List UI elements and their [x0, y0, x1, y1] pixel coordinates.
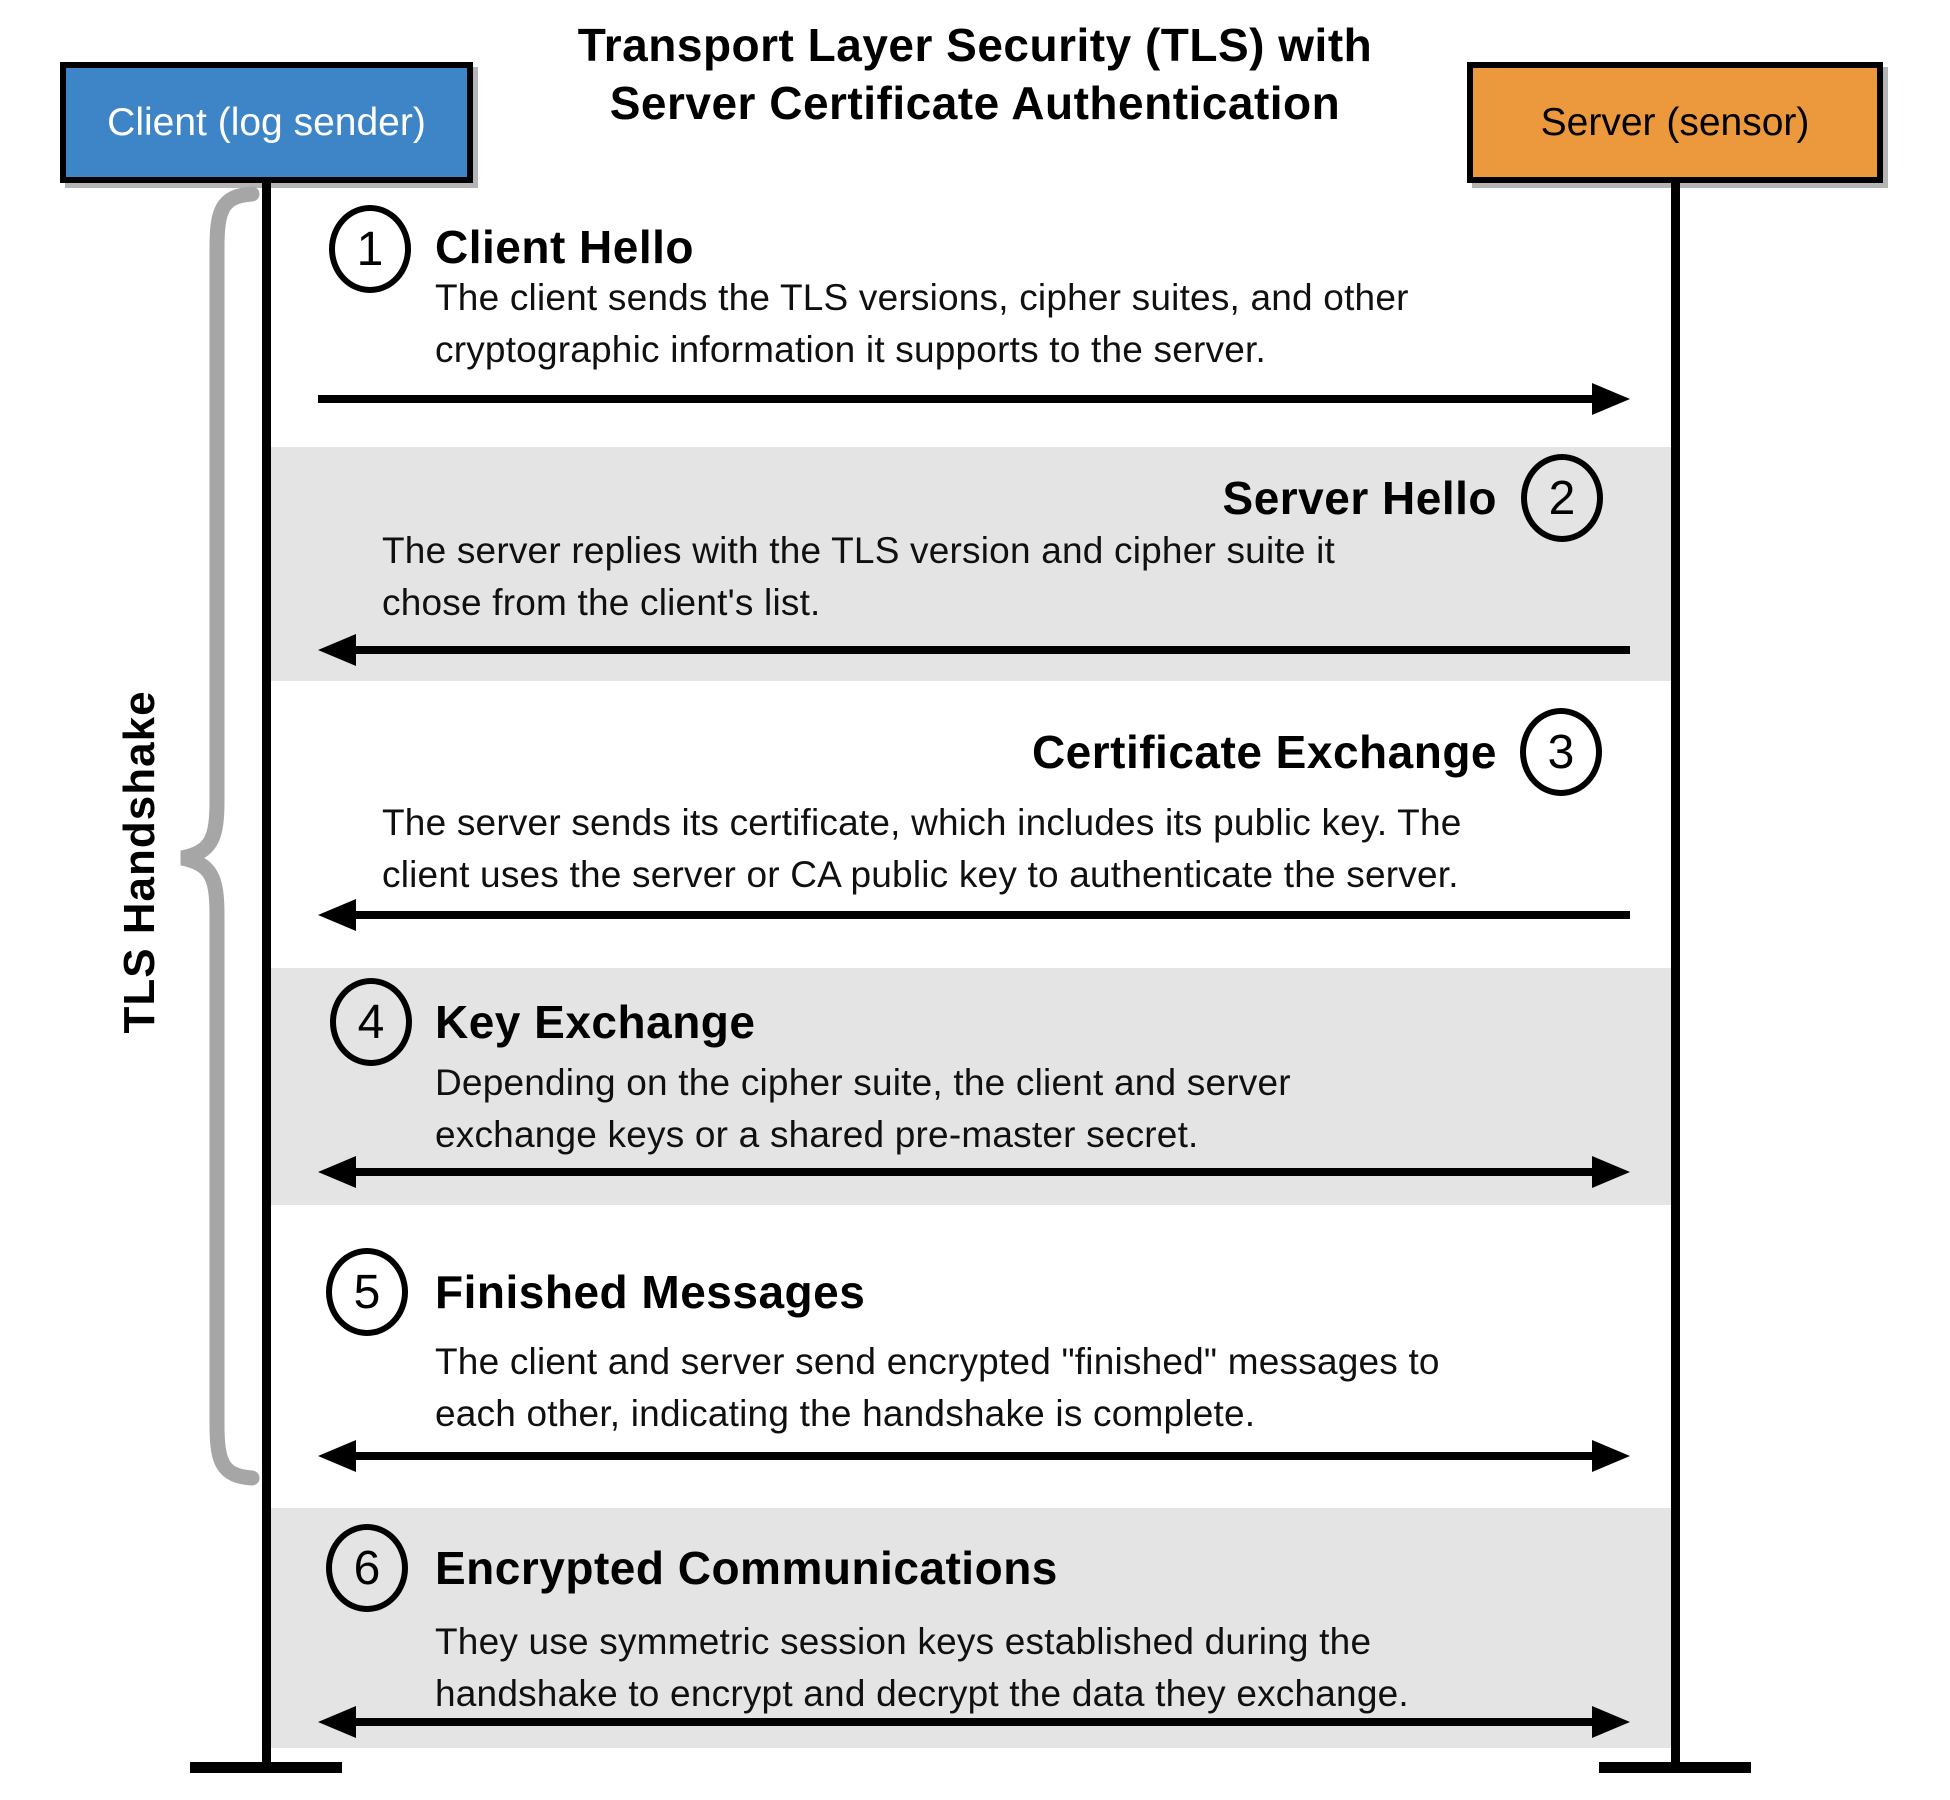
step2-description-line2: chose from the client's list. [382, 582, 821, 623]
client-lifeline [262, 183, 271, 1771]
step5-number-badge [326, 1248, 408, 1336]
step6-description-line2: handshake to encrypt and decrypt the data they exchange. [435, 1673, 1409, 1714]
step6-arrow-shaft [348, 1718, 1600, 1726]
step3-arrow-shaft [348, 911, 1630, 919]
step2-number: 2 [1548, 471, 1576, 525]
step6-arrow-bidirectional [318, 1706, 1630, 1738]
step4-description-line2: exchange keys or a shared pre-master secret. [435, 1114, 1199, 1155]
step6-description-line1: They use symmetric session keys established during the [435, 1621, 1372, 1662]
diagram-title-line2: Server Certificate Authentication [609, 77, 1341, 129]
step1-number-badge [329, 205, 411, 293]
step1-description-line2: cryptographic information it supports to the server. [435, 329, 1266, 370]
step3-number: 3 [1547, 725, 1575, 779]
step1-arrow-right [318, 383, 1630, 415]
arrowhead-left-icon [318, 634, 356, 666]
step6-description [435, 1616, 1409, 1720]
arrowhead-left-icon [318, 1706, 356, 1738]
step2-arrow-left [318, 634, 1630, 666]
diagram-title-line1: Transport Layer Security (TLS) with [577, 19, 1373, 71]
step5-title: Finished Messages [435, 1266, 866, 1318]
step6-title: Encrypted Communications [435, 1542, 1058, 1594]
step4-arrow-bidirectional [318, 1156, 1630, 1188]
step2-description-line1: The server replies with the TLS version and cipher suite it [382, 530, 1336, 571]
step3-number-badge [1520, 708, 1602, 796]
step4-description [435, 1057, 1291, 1161]
step1-description [435, 272, 1409, 376]
step6-number: 6 [353, 1541, 381, 1595]
step3-description-line1: The server sends its certificate, which includes its public key. The [382, 802, 1462, 843]
step5-arrow-shaft [348, 1452, 1600, 1460]
arrowhead-left-icon [318, 899, 356, 931]
step5-arrow-bidirectional [318, 1440, 1630, 1472]
step1-number: 1 [356, 222, 384, 276]
client-actor-label: Client (log sender) [107, 100, 426, 144]
arrowhead-right-icon [1592, 1440, 1630, 1472]
server-actor-label: Server (sensor) [1540, 100, 1810, 144]
server-actor-box [1467, 62, 1883, 183]
arrowhead-right-icon [1592, 383, 1630, 415]
step3-arrow-left [318, 899, 1630, 931]
server-lifeline [1671, 183, 1680, 1771]
step2-title: Server Hello [1222, 472, 1497, 524]
arrowhead-right-icon [1592, 1706, 1630, 1738]
step5-description-line1: The client and server send encrypted "finished" messages to [435, 1341, 1440, 1382]
step5-number: 5 [353, 1265, 381, 1319]
step4-description-line1: Depending on the cipher suite, the client and server [435, 1062, 1291, 1103]
arrowhead-right-icon [1592, 1156, 1630, 1188]
client-actor-box [60, 62, 473, 183]
arrowhead-left-icon [318, 1440, 356, 1472]
client-lifeline-footer [190, 1762, 342, 1773]
step1-title: Client Hello [435, 221, 695, 273]
brace-path [182, 194, 252, 1478]
step2-number-badge [1521, 454, 1603, 542]
step3-description [382, 797, 1462, 901]
step5-description [435, 1336, 1440, 1440]
step3-description-line2: client uses the server or CA public key to authenticate the server. [382, 854, 1459, 895]
step5-description-line2: each other, indicating the handshake is complete. [435, 1393, 1256, 1434]
arrowhead-left-icon [318, 1156, 356, 1188]
step6-number-badge [326, 1524, 408, 1612]
step2-arrow-shaft [348, 646, 1630, 654]
step1-description-line1: The client sends the TLS versions, cipher suites, and other [435, 277, 1409, 318]
step3-title: Certificate Exchange [1031, 726, 1497, 778]
step4-number: 4 [357, 995, 385, 1049]
step2-description [382, 525, 1335, 629]
step4-arrow-shaft [348, 1168, 1600, 1176]
step1-arrow-shaft [318, 395, 1600, 403]
tls-handshake-label: TLS Handshake [115, 690, 164, 1034]
server-lifeline-footer [1599, 1762, 1751, 1773]
step4-title: Key Exchange [435, 996, 756, 1048]
step4-number-badge [330, 978, 412, 1066]
